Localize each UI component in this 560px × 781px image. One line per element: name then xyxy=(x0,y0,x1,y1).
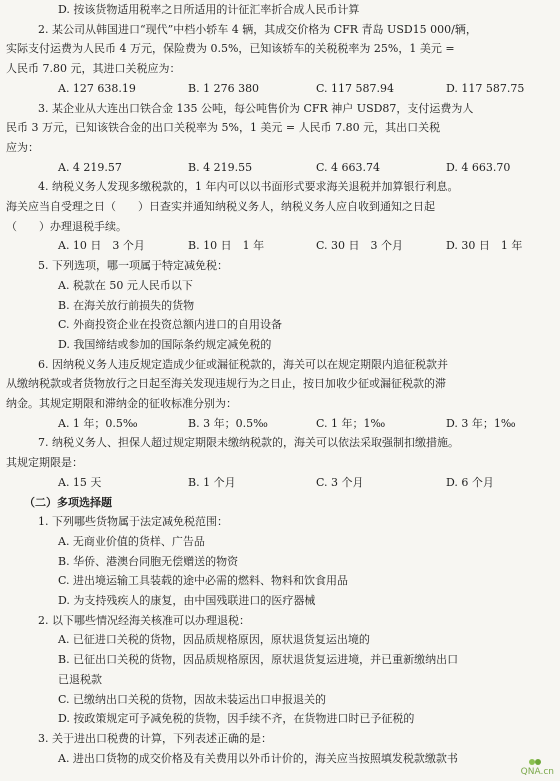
option-a: A. 127 638.19 xyxy=(58,82,136,95)
option-text: B. 在海关放行前损失的货物 xyxy=(58,299,195,312)
option-text: 已退税款 xyxy=(58,673,102,686)
watermark-text: QNA.cn xyxy=(520,767,554,777)
option-d: D. 3 年；1‰ xyxy=(446,417,516,430)
option-text: A. 税款在 50 元人民币以下 xyxy=(58,279,193,292)
question-text: 3. 某企业从大连出口铁合金 135 公吨，每公吨售价为 CFR 神户 USD87，支付运费为人 xyxy=(38,102,474,115)
option-b: B. 3 年；0.5‰ xyxy=(188,417,268,430)
question-text: 7. 纳税义务人、担保人超过规定期限未缴纳税款的，海关可以依法采取强制扣缴措施。 xyxy=(38,436,459,449)
option-a: A. 1 年；0.5‰ xyxy=(58,417,138,430)
option-text: D. 按政策规定可予减免税的货物，因手续不齐，在货物进口时已予征税的 xyxy=(58,712,415,725)
option-b: B. 10 日 1 年 xyxy=(188,239,265,252)
question-continuation: （ ）办理退税手续。 xyxy=(6,220,127,233)
option-text: C. 已缴纳出口关税的货物，因故未装运出口申报退关的 xyxy=(58,693,327,706)
option-c: C. 3 个月 xyxy=(316,476,364,489)
option-a: A. 10 日 3 个月 xyxy=(58,239,145,252)
question-text: 1. 下列哪些货物属于法定减免税范围： xyxy=(38,515,228,528)
question-text: 3. 关于进出口税费的计算，下列表述正确的是： xyxy=(38,732,272,745)
option-a: A. 15 天 xyxy=(58,476,102,489)
option-text: D. 按该货物适用税率之日所适用的计征汇率折合成人民币计算 xyxy=(58,3,360,16)
question-continuation: 应为： xyxy=(6,141,39,154)
question-text: 2. 某公司从韩国进口“现代”中档小轿车 4 辆，其成交价格为 CFR 青岛 USD15 000/辆， xyxy=(38,23,477,36)
option-c: C. 30 日 3 个月 xyxy=(316,239,404,252)
option-c: C. 117 587.94 xyxy=(316,82,394,95)
section-heading: （二）多项选择题 xyxy=(24,496,112,509)
option-d: D. 117 587.75 xyxy=(446,82,525,95)
question-continuation: 其规定期限是： xyxy=(6,456,83,469)
question-continuation: 民币 3 万元，已知该铁合金的出口关税率为 5%，1 美元 = 人民币 7.80 元，其出口关税 xyxy=(6,121,441,134)
question-continuation: 实际支付运费为人民币 4 万元，保险费为 0.5%，已知该轿车的关税税率为 25%，1 美元 = xyxy=(6,42,455,55)
option-b: B. 1 个月 xyxy=(188,476,236,489)
question-continuation: 从缴纳税款或者货物放行之日起至海关发现违规行为之日止，按日加收少征或漏征税款的滞 xyxy=(6,377,446,390)
option-text: A. 无商业价值的货样、广告品 xyxy=(58,535,205,548)
option-c: C. 4 663.74 xyxy=(316,161,381,174)
option-d: D. 6 个月 xyxy=(446,476,494,489)
option-text: D. 我国缔结或参加的国际条约规定减免税的 xyxy=(58,338,272,351)
option-row xyxy=(0,238,560,253)
option-c: C. 1 年；1‰ xyxy=(316,417,386,430)
option-text: B. 已征出口关税的货物，因品质规格原因，原状退货复运进境，并已重新缴纳出口 xyxy=(58,653,459,666)
watermark-logo-icon xyxy=(528,757,542,767)
option-a: A. 4 219.57 xyxy=(58,161,122,174)
question-text: 5. 下列选项，哪一项属于特定减免税： xyxy=(38,259,228,272)
option-d: D. 4 663.70 xyxy=(446,161,511,174)
option-text: A. 已征进口关税的货物，因品质规格原因，原状退货复运出境的 xyxy=(58,633,370,646)
option-row xyxy=(0,416,560,431)
question-text: 2. 以下哪些情况经海关核准可以办理退税： xyxy=(38,614,250,627)
option-row xyxy=(0,475,560,490)
question-text: 6. 因纳税义务人违反规定造成少征或漏征税款的，海关可以在规定期限内追征税款并 xyxy=(38,358,448,371)
option-text: B. 华侨、港澳台同胞无偿赠送的物资 xyxy=(58,555,239,568)
option-text: A. 进出口货物的成交价格及有关费用以外币计价的，海关应当按照填发税款缴款书 xyxy=(58,752,458,765)
question-text: 4. 纳税义务人发现多缴税款的，1 年内可以以书面形式要求海关退税并加算银行利息。 xyxy=(38,180,459,193)
option-text: C. 进出境运输工具装载的途中必需的燃料、物料和饮食用品 xyxy=(58,574,349,587)
question-continuation: 纳金。其规定期限和滞纳金的征收标准分别为： xyxy=(6,397,237,410)
question-continuation: 海关应当自受理之日（ ）日查实并通知纳税义务人，纳税义务人应自收到通知之日起 xyxy=(6,200,435,213)
option-text: C. 外商投资企业在投资总额内进口的自用设备 xyxy=(58,318,283,331)
option-d: D. 30 日 1 年 xyxy=(446,239,523,252)
question-continuation: 人民币 7.80 元，其进口关税应为： xyxy=(6,62,181,75)
option-text: D. 为支持残疾人的康复，由中国残联进口的医疗器械 xyxy=(58,594,316,607)
option-b: B. 1 276 380 xyxy=(188,82,260,95)
option-row xyxy=(0,81,560,96)
option-row xyxy=(0,160,560,175)
option-b: B. 4 219.55 xyxy=(188,161,253,174)
